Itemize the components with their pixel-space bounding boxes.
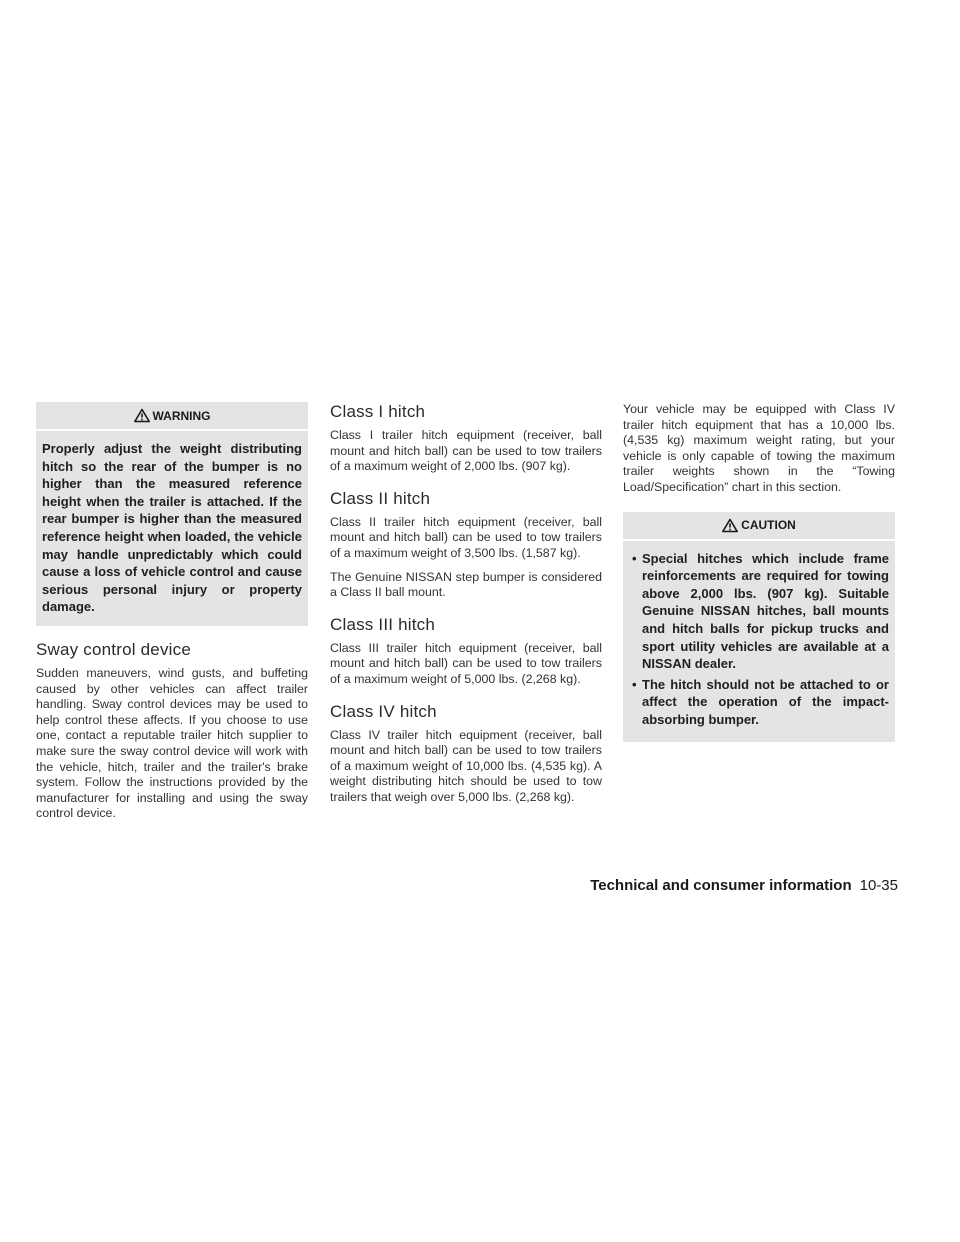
warning-header — [36, 402, 308, 431]
sway-text: Sudden maneuvers, wind gusts, and buffeting caused by other vehicles can affect trailer handling. Sway control devices may be used to help control these affects. If you choose to use one, contact a reputable trailer hitch supplier to make sure the sway control device will work with the vehicle, hitch, trailer and the trailer's brake system. Follow the instructions provided by the manufacturer for installing and using the sway control device. — [36, 665, 308, 821]
warning-box — [36, 402, 308, 626]
column-right — [623, 402, 895, 742]
towing-capacity-text: Your vehicle may be equipped with Class IV trailer hitch equipment that has a 10,000 lbs. (4,535 kg) maximum weight rating, but your vehicle is only capable of towing the maximum trailer weights shown in the “Towing Load/Specification” chart in this section. — [623, 402, 895, 494]
footer-section-title: Technical and consumer information — [590, 877, 852, 894]
warning-triangle-icon — [134, 408, 150, 423]
class4-text: Class IV trailer hitch equipment (receiver, ball mount and hitch ball) can be used to tow trailers of a maximum weight of 10,000 lbs. (4,535 kg). A weight distributing hitch should be used to tow trailers that weigh over 5,000 lbs. (2,268 kg). — [330, 727, 602, 804]
class1-text: Class I trailer hitch equipment (receiver, ball mount and hitch ball) can be used to tow trailers of a maximum weight of 2,000 lbs. (907 kg). — [330, 428, 602, 474]
caution-label: CAUTION — [741, 518, 796, 533]
caution-list — [623, 541, 895, 742]
column-middle — [330, 402, 602, 806]
warning-text: Properly adjust the weight distributing hitch so the rear of the bumper is no higher than the measured reference height when the trailer is attached. If the rear bumper is higher than the measured reference height when loaded, the vehicle may handle unpredictably which could cause a loss of vehicle control and cause serious personal injury or property damage. — [42, 441, 302, 615]
caution-box — [623, 512, 895, 742]
caution-item-text: The hitch should not be attached to or affect the operation of the impact-absorbing bumper. — [642, 676, 889, 727]
caution-item — [629, 676, 889, 729]
page-number: 10-35 — [859, 877, 898, 894]
column-left — [36, 402, 308, 822]
class2-heading: Class II hitch — [330, 488, 431, 508]
class3-heading: Class III hitch — [330, 614, 436, 634]
class3-text: Class III trailer hitch equipment (receiver, ball mount and hitch ball) can be used to tow trailers of a maximum weight of 5,000 lbs. (2,268 kg). — [330, 640, 602, 686]
bullet-mark: • — [632, 676, 637, 692]
class2-text: Class II trailer hitch equipment (receiver, ball mount and hitch ball) can be used to tow trailers of a maximum weight of 3,500 lbs. (1,587 kg). — [330, 514, 602, 560]
bullet-mark: • — [632, 550, 637, 566]
class1-heading: Class I hitch — [330, 402, 426, 421]
caution-header — [623, 512, 895, 541]
caution-triangle-icon — [722, 518, 738, 533]
class2-text-2: The Genuine NISSAN step bumper is considered a Class II ball mount. — [330, 569, 602, 600]
warning-label: WARNING — [152, 408, 211, 423]
caution-item — [629, 550, 889, 673]
sway-heading: Sway control device — [36, 639, 191, 659]
caution-item-text: Special hitches which include frame reinforcements are required for towing above 2,000 lbs. (907 kg). Suitable Genuine NISSAN hitches, ball mounts and hitch balls for pickup trucks and sport utility vehicles are available at a NISSAN dealer. — [642, 550, 889, 672]
class4-heading: Class IV hitch — [330, 701, 437, 721]
page-footer — [590, 877, 898, 894]
